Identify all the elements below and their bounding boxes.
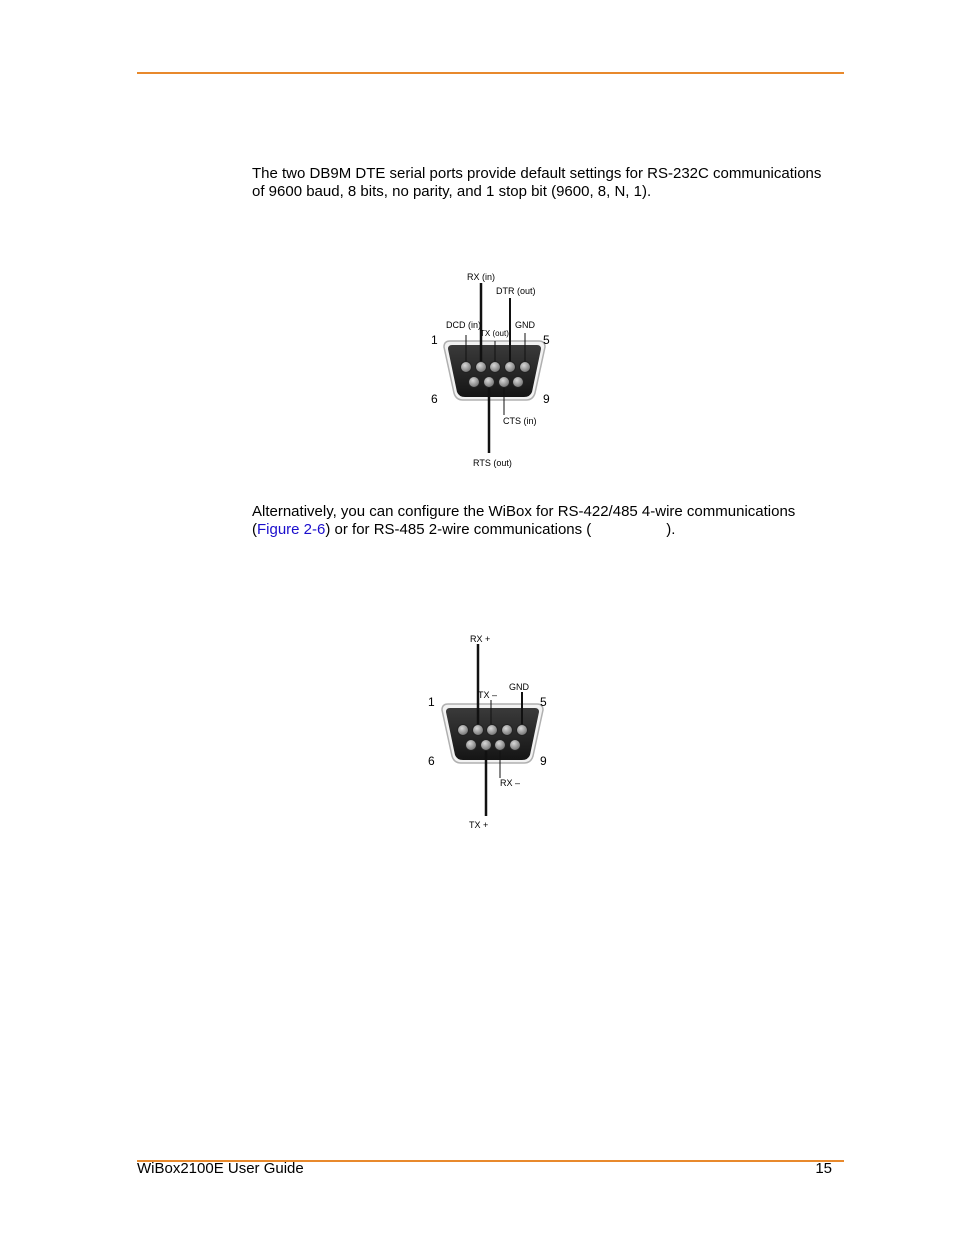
rx-label: RX (in) <box>467 272 496 282</box>
rts-label: RTS (out) <box>473 458 512 468</box>
pin1-label: 1 <box>428 695 435 709</box>
pin-2 <box>473 725 484 736</box>
tx-label: TX (out) <box>480 329 509 338</box>
pin-5 <box>520 362 531 373</box>
alternative-config-paragraph <box>252 503 832 539</box>
pin5-label: 5 <box>540 695 547 709</box>
tx-plus-label: TX + <box>469 820 489 830</box>
pin-3 <box>487 725 498 736</box>
pin6-label: 6 <box>431 392 438 406</box>
pin9-label: 9 <box>543 392 550 406</box>
paragraph2-text-b: ) or for RS-485 2-wire communications ( <box>325 521 592 538</box>
pin9-label: 9 <box>540 754 547 768</box>
figure-2-6-link[interactable]: Figure 2-6 <box>257 521 326 538</box>
rs422-pinout-diagram <box>410 628 570 838</box>
dtr-label: DTR (out) <box>496 286 536 296</box>
serial-defaults-paragraph: The two DB9M DTE serial ports provide default settings for RS-232C communications of 9600 baud, 8 bits, no parity, and 1 stop bit (9600, 8, N, 1). <box>252 165 822 200</box>
tx-minus-label: TX – <box>478 690 498 700</box>
pin-8 <box>499 377 510 388</box>
pin-4 <box>502 725 513 736</box>
pin-1 <box>461 362 472 373</box>
cts-label: CTS (in) <box>503 416 537 426</box>
pin-1 <box>458 725 469 736</box>
pin-5 <box>517 725 528 736</box>
pin-9 <box>513 377 524 388</box>
page-number: 15 <box>815 1160 832 1177</box>
rx-plus-label: RX + <box>470 634 491 644</box>
pin-8 <box>495 740 506 751</box>
pin1-label: 1 <box>431 333 438 347</box>
gnd-label: GND <box>515 320 535 330</box>
paragraph2-text-a: Alternatively, you can configure the WiBox for RS-422/485 4-wire communications ( <box>252 503 796 538</box>
paragraph2-text-c: ). <box>666 521 676 538</box>
gnd-label: GND <box>509 682 529 692</box>
dcd-label: DCD (in) <box>446 320 481 330</box>
pin-3 <box>490 362 501 373</box>
rx-minus-label: RX – <box>500 778 521 788</box>
pin-9 <box>510 740 521 751</box>
pin-6 <box>466 740 477 751</box>
footer-title: WiBox2100E User Guide <box>137 1160 304 1177</box>
pin-6 <box>469 377 480 388</box>
pin6-label: 6 <box>428 754 435 768</box>
rs232-pinout-diagram <box>410 265 570 475</box>
pin5-label: 5 <box>543 333 550 347</box>
header-rule <box>137 72 844 74</box>
pin-7 <box>484 377 495 388</box>
pin-7 <box>481 740 492 751</box>
pin-2 <box>476 362 487 373</box>
pin-4 <box>505 362 516 373</box>
